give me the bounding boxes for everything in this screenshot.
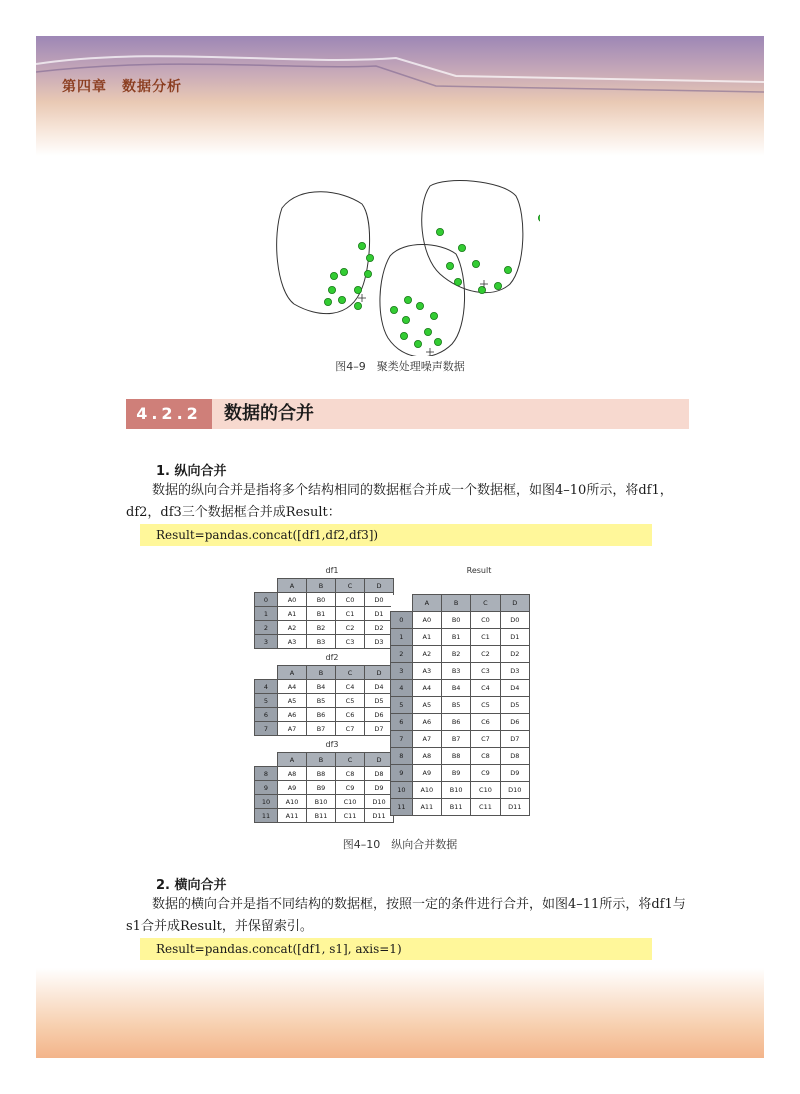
table-row	[391, 731, 530, 748]
table-row	[255, 621, 394, 635]
table-row	[391, 663, 530, 680]
table-cell: A6	[412, 714, 441, 731]
table-cell: C10	[336, 795, 365, 809]
row-index: 8	[255, 767, 278, 781]
table-cell: B9	[441, 765, 470, 782]
table-cell: C1	[471, 629, 500, 646]
paragraph-horizontal: 数据的横向合并是指不同结构的数据框，按照一定的条件进行合并，如图4–11所示，将df1与s1合并成Result，并保留索引。	[126, 897, 686, 934]
data-point	[338, 296, 345, 303]
table-row	[391, 697, 530, 714]
table-cell: C7	[471, 731, 500, 748]
table-cell: D1	[500, 629, 529, 646]
table-cell: A8	[278, 767, 307, 781]
table-cell: B7	[307, 722, 336, 736]
table-cell: A5	[412, 697, 441, 714]
data-point	[458, 244, 465, 251]
table-cell: D2	[500, 646, 529, 663]
row-index: 1	[255, 607, 278, 621]
row-index: 5	[255, 694, 278, 708]
row-index: 5	[391, 697, 413, 714]
data-point	[424, 328, 431, 335]
page-header-band	[36, 36, 764, 156]
row-index: 11	[255, 809, 278, 823]
table-cell: A6	[278, 708, 307, 722]
data-point	[390, 306, 397, 313]
concat-figure	[254, 564, 530, 832]
paragraph-vertical: 数据的纵向合并是指将多个结构相同的数据框合并成一个数据框，如图4–10所示，将df1，df2，df3三个数据框合并成Result：	[126, 483, 673, 520]
table-corner	[255, 753, 278, 767]
data-point	[400, 332, 407, 339]
table-row	[255, 722, 394, 736]
table-corner	[391, 595, 413, 612]
table-corner	[255, 666, 278, 680]
table-cell: B2	[441, 646, 470, 663]
figure-caption-4-9: 图4–9 聚类处理噪声数据	[335, 360, 465, 373]
data-point	[454, 278, 461, 285]
table-cell: B4	[307, 680, 336, 694]
row-index: 8	[391, 748, 413, 765]
table-cell: B7	[441, 731, 470, 748]
table-cell: C3	[336, 635, 365, 649]
column-header: B	[441, 595, 470, 612]
subheading-vertical: 1. 纵向合并	[156, 464, 227, 479]
df2-table	[254, 665, 394, 736]
table-cell: D10	[500, 782, 529, 799]
table-cell: C5	[471, 697, 500, 714]
df3-label: df3	[325, 740, 339, 749]
data-point	[402, 316, 409, 323]
table-cell: C6	[471, 714, 500, 731]
table-cell: A3	[412, 663, 441, 680]
data-point	[416, 302, 423, 309]
data-point	[324, 298, 331, 305]
table-cell: A1	[278, 607, 307, 621]
table-cell: D8	[500, 748, 529, 765]
table-cell: B5	[441, 697, 470, 714]
table-row	[391, 799, 530, 816]
table-cell: A5	[278, 694, 307, 708]
table-cell: A1	[412, 629, 441, 646]
row-index: 2	[255, 621, 278, 635]
table-cell: D6	[365, 708, 394, 722]
table-row	[255, 781, 394, 795]
row-index: 3	[255, 635, 278, 649]
table-cell: A0	[412, 612, 441, 629]
column-header: C	[336, 753, 365, 767]
cluster-boundary-right	[422, 181, 523, 293]
df1-table	[254, 578, 394, 649]
data-point	[430, 312, 437, 319]
table-cell: C9	[471, 765, 500, 782]
section-number: 4.2.2	[126, 399, 212, 429]
table-cell: B9	[307, 781, 336, 795]
row-index: 10	[391, 782, 413, 799]
table-row	[255, 809, 394, 823]
data-point	[478, 286, 485, 293]
data-point	[354, 286, 361, 293]
table-row	[255, 680, 394, 694]
row-index: 1	[391, 629, 413, 646]
table-row	[255, 795, 394, 809]
row-index: 0	[391, 612, 413, 629]
header-decoration	[36, 36, 764, 156]
data-point	[340, 268, 347, 275]
table-cell: D2	[365, 621, 394, 635]
result-label: Result	[466, 566, 492, 575]
table-cell: A4	[278, 680, 307, 694]
table-cell: D0	[500, 612, 529, 629]
row-index: 7	[255, 722, 278, 736]
table-row	[391, 680, 530, 697]
data-point	[330, 272, 337, 279]
table-cell: B8	[441, 748, 470, 765]
result-table	[390, 594, 530, 816]
page-footer-band	[36, 968, 764, 1058]
table-row	[391, 748, 530, 765]
data-point	[538, 214, 540, 221]
table-cell: D3	[365, 635, 394, 649]
table-cell: B3	[307, 635, 336, 649]
column-header: B	[307, 753, 336, 767]
row-index: 6	[391, 714, 413, 731]
column-header: A	[278, 579, 307, 593]
table-row	[255, 635, 394, 649]
figure-caption-4-10: 图4–10 纵向合并数据	[342, 838, 458, 851]
table-row	[255, 708, 394, 722]
table-cell: C4	[471, 680, 500, 697]
data-point	[404, 296, 411, 303]
table-cell: D11	[365, 809, 394, 823]
table-cell: A7	[412, 731, 441, 748]
code-horizontal: Result=pandas.concat([df1, s1], axis=1)	[140, 938, 652, 960]
table-cell: D4	[500, 680, 529, 697]
table-cell: C8	[336, 767, 365, 781]
table-cell: B10	[441, 782, 470, 799]
table-cell: B8	[307, 767, 336, 781]
column-header: A	[412, 595, 441, 612]
subheading-horizontal: 2. 横向合并	[156, 878, 227, 893]
row-index: 4	[255, 680, 278, 694]
section-title: 数据的合并	[224, 403, 314, 424]
table-cell: B6	[441, 714, 470, 731]
table-cell: B0	[307, 593, 336, 607]
row-index: 4	[391, 680, 413, 697]
table-cell: B3	[441, 663, 470, 680]
df2-label: df2	[325, 653, 339, 662]
table-cell: C1	[336, 607, 365, 621]
column-header: D	[500, 595, 529, 612]
table-row	[391, 612, 530, 629]
table-row	[391, 765, 530, 782]
table-cell: C0	[471, 612, 500, 629]
table-cell: D5	[365, 694, 394, 708]
table-cell: D5	[500, 697, 529, 714]
data-point	[504, 266, 511, 273]
df1-label: df1	[325, 566, 339, 575]
data-point	[354, 302, 361, 309]
table-cell: D0	[365, 593, 394, 607]
row-index: 11	[391, 799, 413, 816]
data-point	[446, 262, 453, 269]
table-cell: D9	[365, 781, 394, 795]
table-cell: A7	[278, 722, 307, 736]
table-cell: B11	[441, 799, 470, 816]
table-cell: C0	[336, 593, 365, 607]
table-cell: B0	[441, 612, 470, 629]
section-heading	[126, 399, 689, 429]
table-row	[255, 767, 394, 781]
table-cell: A10	[412, 782, 441, 799]
column-header: C	[336, 666, 365, 680]
table-cell: B2	[307, 621, 336, 635]
table-cell: B6	[307, 708, 336, 722]
table-cell: C11	[471, 799, 500, 816]
table-cell: D7	[500, 731, 529, 748]
column-header: B	[307, 666, 336, 680]
table-cell: C7	[336, 722, 365, 736]
table-cell: D11	[500, 799, 529, 816]
table-cell: D7	[365, 722, 394, 736]
row-index: 6	[255, 708, 278, 722]
data-point	[472, 260, 479, 267]
row-index: 3	[391, 663, 413, 680]
data-point	[358, 242, 365, 249]
table-row	[391, 646, 530, 663]
data-point	[414, 340, 421, 347]
table-cell: C10	[471, 782, 500, 799]
table-cell: D8	[365, 767, 394, 781]
table-cell: C2	[471, 646, 500, 663]
table-cell: B1	[307, 607, 336, 621]
column-header: D	[365, 666, 394, 680]
cluster-figure	[270, 176, 540, 356]
row-index: 2	[391, 646, 413, 663]
table-cell: A9	[412, 765, 441, 782]
column-header: D	[365, 753, 394, 767]
data-point	[494, 282, 501, 289]
table-cell: C2	[336, 621, 365, 635]
table-cell: D1	[365, 607, 394, 621]
table-row	[255, 694, 394, 708]
code-vertical: Result=pandas.concat([df1,df2,df3])	[140, 524, 652, 546]
data-point	[434, 338, 441, 345]
table-cell: C3	[471, 663, 500, 680]
table-cell: C9	[336, 781, 365, 795]
table-cell: D10	[365, 795, 394, 809]
chapter-title: 第四章 数据分析	[62, 79, 182, 95]
table-cell: D9	[500, 765, 529, 782]
cluster-boundary-middle	[380, 245, 465, 357]
table-cell: D4	[365, 680, 394, 694]
table-cell: A10	[278, 795, 307, 809]
table-row	[391, 782, 530, 799]
data-point	[328, 286, 335, 293]
table-cell: C8	[471, 748, 500, 765]
table-cell: A11	[412, 799, 441, 816]
row-index: 9	[255, 781, 278, 795]
data-point	[364, 270, 371, 277]
cluster-boundary-left	[277, 192, 370, 314]
table-row	[255, 607, 394, 621]
column-header: A	[278, 753, 307, 767]
table-cell: B4	[441, 680, 470, 697]
table-row	[391, 629, 530, 646]
table-row	[255, 593, 394, 607]
table-cell: A8	[412, 748, 441, 765]
table-cell: B11	[307, 809, 336, 823]
table-cell: D3	[500, 663, 529, 680]
table-cell: C11	[336, 809, 365, 823]
table-cell: A4	[412, 680, 441, 697]
table-corner	[255, 579, 278, 593]
df3-table	[254, 752, 394, 823]
table-cell: C4	[336, 680, 365, 694]
table-cell: A9	[278, 781, 307, 795]
column-header: A	[278, 666, 307, 680]
data-point	[366, 254, 373, 261]
column-header: D	[365, 579, 394, 593]
table-cell: A11	[278, 809, 307, 823]
column-header: C	[471, 595, 500, 612]
column-header: C	[336, 579, 365, 593]
table-cell: A0	[278, 593, 307, 607]
table-row	[391, 714, 530, 731]
table-cell: C6	[336, 708, 365, 722]
table-cell: D6	[500, 714, 529, 731]
row-index: 0	[255, 593, 278, 607]
table-cell: A2	[278, 621, 307, 635]
row-index: 10	[255, 795, 278, 809]
data-point	[436, 228, 443, 235]
column-header: B	[307, 579, 336, 593]
table-cell: C5	[336, 694, 365, 708]
table-cell: B5	[307, 694, 336, 708]
table-cell: A3	[278, 635, 307, 649]
table-cell: A2	[412, 646, 441, 663]
row-index: 9	[391, 765, 413, 782]
row-index: 7	[391, 731, 413, 748]
textbook-page	[36, 36, 764, 1058]
table-cell: B10	[307, 795, 336, 809]
table-cell: B1	[441, 629, 470, 646]
